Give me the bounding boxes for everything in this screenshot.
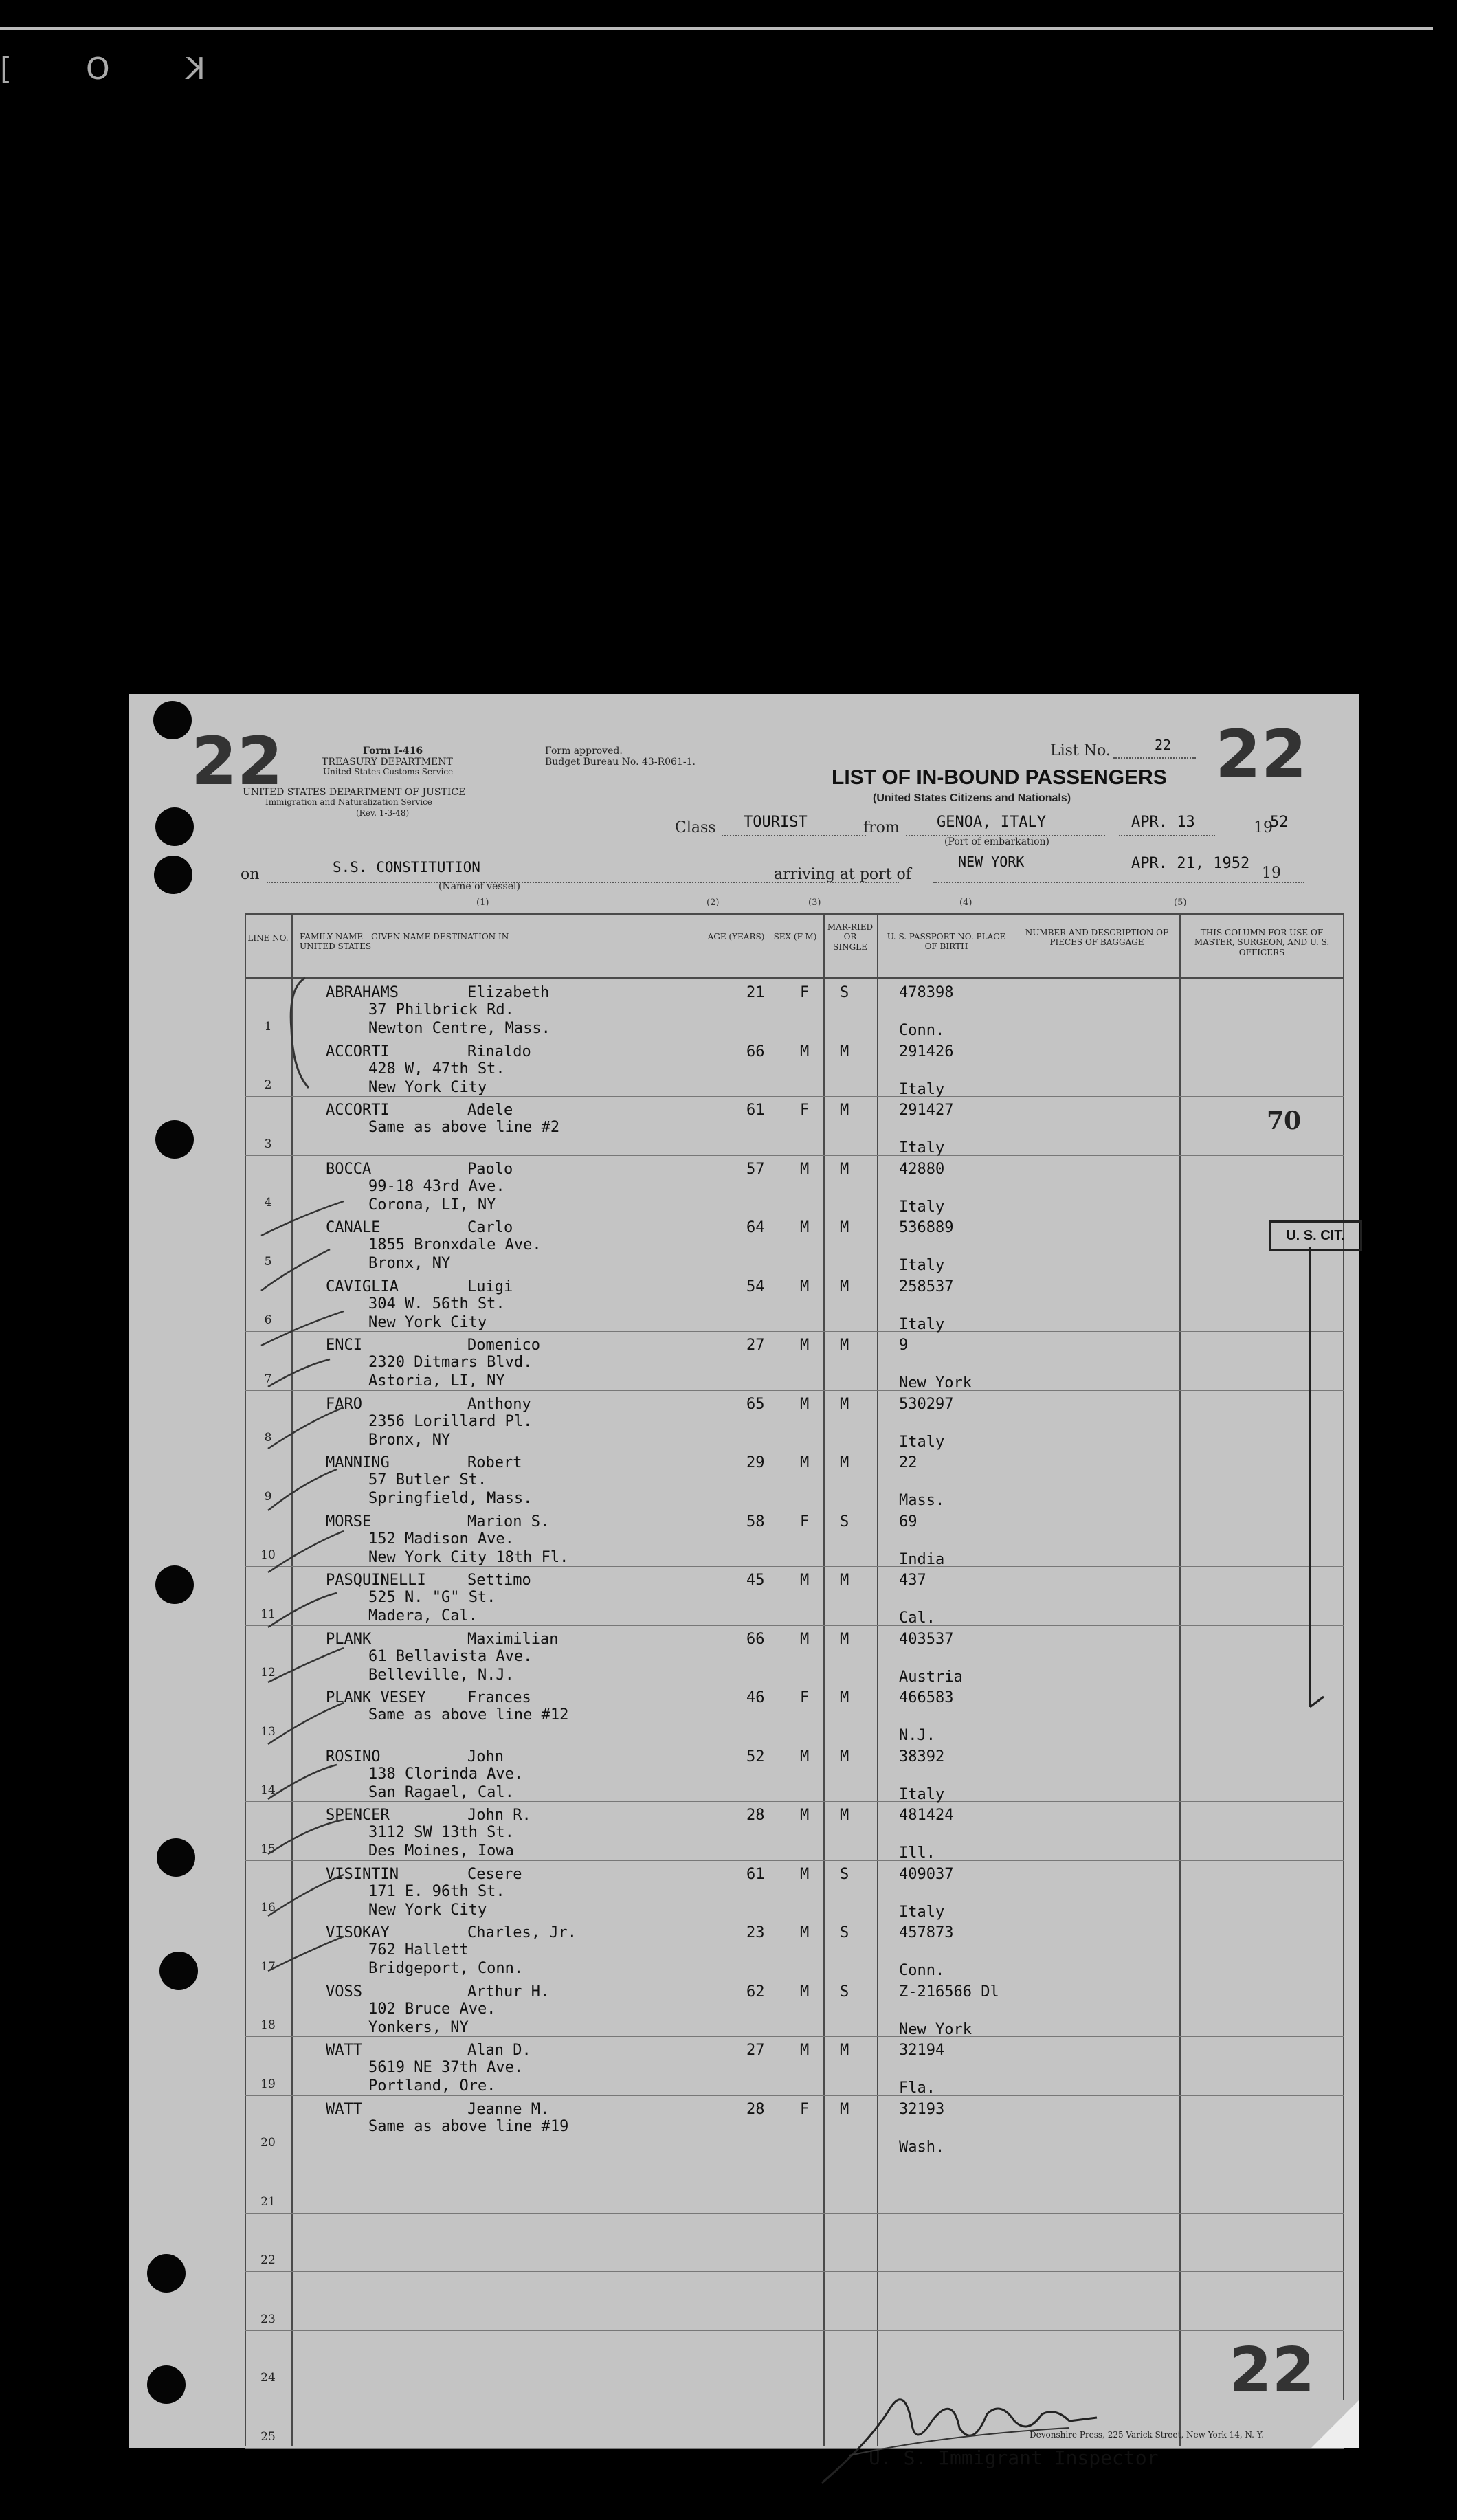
brace-mark bbox=[285, 974, 312, 1091]
passenger-address: 152 Madison Ave. bbox=[368, 1530, 514, 1548]
passenger-age: 58 bbox=[746, 1513, 765, 1530]
passenger-given: Settimo bbox=[467, 1572, 531, 1589]
page-fold bbox=[1311, 2400, 1359, 2448]
passenger-birthplace: Austria bbox=[899, 1668, 963, 1686]
line-number: 22 bbox=[260, 2253, 276, 2267]
passenger-age: 23 bbox=[746, 1924, 765, 1941]
passenger-age: 64 bbox=[746, 1219, 765, 1236]
line-number: 4 bbox=[264, 1196, 272, 1209]
passenger-given: Frances bbox=[467, 1689, 531, 1706]
passenger-age: 61 bbox=[746, 1102, 765, 1119]
arriving-label: arriving at port of bbox=[774, 866, 911, 883]
binder-hole bbox=[159, 1952, 198, 1990]
customs-service: United States Customs Service bbox=[323, 767, 454, 777]
passenger-birthplace: Conn. bbox=[899, 1022, 945, 1039]
passenger-given: Charles, Jr. bbox=[467, 1924, 577, 1941]
col-header-name: FAMILY NAME—GIVEN NAME DESTINATION IN UNITED STATES bbox=[300, 932, 509, 952]
passenger-given: Arthur H. bbox=[467, 1983, 550, 2000]
binder-hole bbox=[155, 807, 194, 846]
passenger-address: 102 Bruce Ave. bbox=[368, 2000, 496, 2018]
passenger-table bbox=[245, 913, 1345, 2469]
passenger-address: 37 Philbrick Rd. bbox=[368, 1001, 514, 1018]
passenger-address: 5619 NE 37th Ave. bbox=[368, 2059, 524, 2076]
form-number: Form I-416 bbox=[363, 746, 423, 757]
arrival-date: APR. 21, 1952 bbox=[1131, 855, 1250, 872]
line-number: 11 bbox=[260, 1607, 276, 1621]
arrival-year-prefix: 19 bbox=[1262, 865, 1281, 882]
passenger-city: Des Moines, Iowa bbox=[368, 1842, 514, 1860]
passenger-address: 2356 Lorillard Pl. bbox=[368, 1412, 533, 1430]
passenger-marital: M bbox=[840, 1689, 849, 1706]
passenger-passport: 403537 bbox=[899, 1630, 954, 1648]
passenger-address: 99-18 43rd Ave. bbox=[368, 1177, 505, 1195]
passenger-given: Robert bbox=[467, 1454, 522, 1471]
passenger-given: Luigi bbox=[467, 1278, 513, 1295]
passenger-family: VOSS bbox=[326, 1983, 362, 2000]
passenger-given: Carlo bbox=[467, 1219, 513, 1236]
passenger-age: 27 bbox=[746, 2042, 765, 2059]
budget-bureau: Budget Bureau No. 43-R061-1. bbox=[545, 757, 696, 768]
passenger-marital: S bbox=[840, 1924, 849, 1941]
passenger-sex: M bbox=[800, 1219, 810, 1236]
line-number: 14 bbox=[260, 1783, 276, 1797]
passenger-age: 46 bbox=[746, 1689, 765, 1706]
passenger-birthplace: Ill. bbox=[899, 1844, 935, 1862]
passenger-marital: M bbox=[840, 1337, 849, 1354]
col-header-married: MAR-RIED OR SINGLE bbox=[827, 922, 874, 952]
passenger-address: 1855 Bronxdale Ave. bbox=[368, 1236, 542, 1253]
corner-number-right: 22 bbox=[1215, 716, 1307, 793]
passenger-sex: M bbox=[800, 1924, 810, 1941]
column-number: (3) bbox=[808, 897, 821, 908]
form-revision: (Rev. 1-3-48) bbox=[356, 808, 410, 818]
passenger-birthplace: Italy bbox=[899, 1433, 945, 1451]
passenger-given: John R. bbox=[467, 1807, 531, 1824]
line-number: 15 bbox=[260, 1842, 276, 1856]
passenger-family: ACCORTI bbox=[326, 1042, 390, 1060]
passenger-family: ROSINO bbox=[326, 1748, 381, 1765]
row-divider bbox=[245, 2271, 1344, 2272]
passenger-passport: 530297 bbox=[899, 1395, 954, 1413]
passenger-age: 52 bbox=[746, 1748, 765, 1765]
passenger-given: Elizabeth bbox=[467, 984, 550, 1001]
arrival-port: NEW YORK bbox=[958, 854, 1025, 870]
passenger-city: San Ragael, Cal. bbox=[368, 1783, 514, 1801]
binder-hole bbox=[154, 856, 192, 894]
passenger-marital: M bbox=[840, 2100, 849, 2118]
passenger-marital: M bbox=[840, 1630, 849, 1648]
passenger-passport: 38392 bbox=[899, 1748, 945, 1765]
passenger-sex: M bbox=[800, 1337, 810, 1354]
passenger-passport: 478398 bbox=[899, 984, 954, 1001]
passenger-sex: M bbox=[800, 1630, 810, 1648]
passenger-passport: 409037 bbox=[899, 1865, 954, 1883]
passenger-marital: M bbox=[840, 1572, 849, 1589]
passenger-birthplace: Italy bbox=[899, 1198, 945, 1216]
list-no-label: List No. bbox=[1050, 742, 1111, 759]
passenger-passport: 466583 bbox=[899, 1689, 954, 1706]
passenger-given: Domenico bbox=[467, 1337, 540, 1354]
passenger-age: 27 bbox=[746, 1337, 765, 1354]
year-prefix: 19 bbox=[1254, 819, 1273, 836]
binder-hole bbox=[147, 2365, 186, 2404]
column-number: (1) bbox=[476, 897, 489, 908]
passenger-birthplace: Cal. bbox=[899, 1609, 935, 1627]
line-number: 23 bbox=[260, 2312, 276, 2326]
passenger-address: 428 W, 47th St. bbox=[368, 1060, 505, 1078]
passenger-city: Newton Centre, Mass. bbox=[368, 1020, 550, 1037]
passenger-passport: 32193 bbox=[899, 2100, 945, 2118]
film-mark-bracket: [ bbox=[0, 52, 12, 87]
passenger-sex: M bbox=[800, 1865, 810, 1883]
list-no-value: 22 bbox=[1155, 737, 1172, 753]
passenger-city: Yonkers, NY bbox=[368, 2018, 469, 2036]
passenger-marital: M bbox=[840, 1160, 849, 1178]
port-embarkation-label: (Port of embarkation) bbox=[944, 836, 1049, 847]
passenger-passport: 291427 bbox=[899, 1102, 954, 1119]
passenger-age: 57 bbox=[746, 1160, 765, 1178]
manifest-title: LIST OF IN-BOUND PASSENGERS bbox=[832, 766, 1167, 789]
passenger-marital: S bbox=[840, 1865, 849, 1883]
passenger-family: WATT bbox=[326, 2100, 362, 2118]
binder-hole bbox=[155, 1565, 194, 1604]
passenger-family: ENCI bbox=[326, 1337, 362, 1354]
year-suffix: 52 bbox=[1270, 814, 1289, 831]
passenger-address: 304 W. 56th St. bbox=[368, 1295, 505, 1313]
passenger-sex: M bbox=[800, 1160, 810, 1178]
line-number: 8 bbox=[264, 1431, 272, 1445]
line-number: 18 bbox=[260, 2018, 276, 2032]
passenger-age: 66 bbox=[746, 1630, 765, 1648]
passenger-family: FARO bbox=[326, 1395, 362, 1413]
passenger-birthplace: Italy bbox=[899, 1785, 945, 1803]
binder-hole bbox=[155, 1120, 194, 1159]
vessel-name: S.S. CONSTITUTION bbox=[333, 859, 480, 876]
passenger-birthplace: Italy bbox=[899, 1139, 945, 1157]
line-number: 20 bbox=[260, 2136, 276, 2150]
passenger-given: Cesere bbox=[467, 1865, 522, 1883]
passenger-sex: F bbox=[800, 1102, 810, 1119]
passenger-family: CANALE bbox=[326, 1219, 381, 1236]
binder-hole bbox=[157, 1838, 195, 1877]
passenger-given: Adele bbox=[467, 1102, 513, 1119]
passenger-age: 54 bbox=[746, 1278, 765, 1295]
passenger-given: Marion S. bbox=[467, 1513, 550, 1530]
passenger-sex: M bbox=[800, 1748, 810, 1765]
passenger-address: 525 N. "G" St. bbox=[368, 1589, 496, 1606]
corner-number-bottom: 22 bbox=[1229, 2334, 1315, 2407]
passenger-sex: M bbox=[800, 1572, 810, 1589]
margin-note: 70 bbox=[1267, 1106, 1302, 1135]
passenger-age: 66 bbox=[746, 1042, 765, 1060]
passenger-age: 29 bbox=[746, 1454, 765, 1471]
passenger-age: 65 bbox=[746, 1395, 765, 1413]
passenger-family: MANNING bbox=[326, 1454, 390, 1471]
passenger-given: Jeanne M. bbox=[467, 2100, 550, 2118]
from-value: GENOA, ITALY bbox=[937, 814, 1046, 831]
line-number: 17 bbox=[260, 1959, 276, 1974]
col-header-age: AGE (YEARS) bbox=[707, 932, 765, 941]
departure-date: APR. 13 bbox=[1131, 814, 1195, 831]
passenger-sex: M bbox=[800, 2042, 810, 2059]
justice-department: UNITED STATES DEPARTMENT OF JUSTICE bbox=[243, 787, 466, 798]
passenger-sex: F bbox=[800, 984, 810, 1001]
passenger-row bbox=[245, 2101, 1344, 2160]
column-number: (2) bbox=[707, 897, 720, 908]
passenger-passport: 69 bbox=[899, 1513, 917, 1530]
line-number: 21 bbox=[260, 2194, 276, 2209]
form-approved: Form approved. bbox=[545, 746, 623, 757]
passenger-sex: F bbox=[800, 2100, 810, 2118]
passenger-city: New York City bbox=[368, 1078, 487, 1096]
passenger-address: 57 Butler St. bbox=[368, 1471, 487, 1488]
passenger-row bbox=[245, 984, 1344, 1043]
passenger-family: ACCORTI bbox=[326, 1102, 390, 1119]
passenger-passport: 32194 bbox=[899, 2042, 945, 2059]
line-number: 6 bbox=[264, 1313, 272, 1327]
passenger-marital: S bbox=[840, 1513, 849, 1530]
officer-bracket-line bbox=[1303, 1247, 1331, 1714]
passenger-family: WATT bbox=[326, 2042, 362, 2059]
passenger-city: Portland, Ore. bbox=[368, 2077, 496, 2095]
passenger-address: Same as above line #19 bbox=[368, 2117, 569, 2135]
line-number: 19 bbox=[260, 2077, 276, 2091]
passenger-city: Belleville, N.J. bbox=[368, 1666, 514, 1684]
passenger-age: 28 bbox=[746, 2100, 765, 2118]
passenger-age: 28 bbox=[746, 1807, 765, 1824]
passenger-passport: 291426 bbox=[899, 1042, 954, 1060]
date-rule bbox=[1119, 835, 1215, 836]
passenger-birthplace: Conn. bbox=[899, 1962, 945, 1979]
from-label: from bbox=[863, 819, 900, 836]
passenger-sex: M bbox=[800, 1454, 810, 1471]
binder-hole bbox=[153, 701, 192, 739]
passenger-marital: M bbox=[840, 1395, 849, 1413]
on-label: on bbox=[241, 866, 260, 883]
line-number: 9 bbox=[264, 1489, 272, 1504]
passenger-sex: M bbox=[800, 1395, 810, 1413]
col-header-baggage: NUMBER AND DESCRIPTION OF PIECES OF BAGGAGE bbox=[1025, 928, 1169, 948]
passenger-birthplace: Italy bbox=[899, 1903, 945, 1921]
passenger-age: 61 bbox=[746, 1865, 765, 1883]
column-number: (4) bbox=[959, 897, 972, 908]
passenger-birthplace: Wash. bbox=[899, 2138, 945, 2156]
passenger-passport: 258537 bbox=[899, 1278, 954, 1295]
passenger-marital: M bbox=[840, 1807, 849, 1824]
row-divider bbox=[245, 2213, 1344, 2214]
vessel-name-label: (Name of vessel) bbox=[438, 881, 520, 892]
passenger-passport: 9 bbox=[899, 1337, 909, 1354]
list-no-rule bbox=[1113, 757, 1196, 759]
passenger-birthplace: Italy bbox=[899, 1315, 945, 1333]
passenger-address: 762 Hallett bbox=[368, 1941, 469, 1959]
treasury-department: TREASURY DEPARTMENT bbox=[322, 757, 453, 768]
passenger-family: VISOKAY bbox=[326, 1924, 390, 1941]
col-header-sex: SEX (F-M) bbox=[773, 932, 817, 941]
passenger-passport: 481424 bbox=[899, 1807, 954, 1824]
corner-number-left: 22 bbox=[191, 723, 283, 800]
passenger-marital: M bbox=[840, 1454, 849, 1471]
passenger-row bbox=[245, 1102, 1344, 1161]
passenger-sex: M bbox=[800, 1278, 810, 1295]
passenger-city: Bronx, NY bbox=[368, 1255, 451, 1272]
manifest-subtitle: (United States Citizens and Nationals) bbox=[873, 792, 1071, 804]
passenger-family: PASQUINELLI bbox=[326, 1572, 426, 1589]
line-number: 12 bbox=[260, 1666, 276, 1680]
passenger-family: PLANK VESEY bbox=[326, 1689, 426, 1706]
film-mark-k: K bbox=[186, 52, 205, 87]
passenger-city: Madera, Cal. bbox=[368, 1607, 478, 1625]
passenger-sex: M bbox=[800, 1983, 810, 2000]
passenger-passport: Z-216566 Dl bbox=[899, 1983, 999, 2000]
passenger-city: New York City 18th Fl. bbox=[368, 1548, 569, 1566]
column-number: (5) bbox=[1174, 897, 1187, 908]
line-number: 24 bbox=[260, 2371, 276, 2385]
class-value: TOURIST bbox=[744, 814, 808, 831]
passenger-passport: 22 bbox=[899, 1454, 917, 1471]
film-mark-o: O bbox=[86, 52, 110, 87]
line-number: 25 bbox=[260, 2429, 276, 2444]
class-label: Class bbox=[675, 819, 716, 836]
passenger-sex: F bbox=[800, 1513, 810, 1530]
passenger-address: Same as above line #12 bbox=[368, 1706, 569, 1724]
passenger-city: Corona, LI, NY bbox=[368, 1196, 496, 1214]
inspector-title: U. S. Immigrant Inspector bbox=[869, 2446, 1159, 2469]
class-rule bbox=[722, 835, 866, 836]
passenger-birthplace: N.J. bbox=[899, 1727, 935, 1744]
line-number: 5 bbox=[264, 1254, 272, 1269]
passenger-sex: M bbox=[800, 1807, 810, 1824]
passenger-city: New York City bbox=[368, 1313, 487, 1331]
passenger-passport: 437 bbox=[899, 1572, 926, 1589]
passenger-passport: 536889 bbox=[899, 1219, 954, 1236]
line-number: 13 bbox=[260, 1724, 276, 1739]
passenger-row bbox=[245, 1043, 1344, 1102]
passenger-marital: S bbox=[840, 1983, 849, 2000]
passenger-marital: M bbox=[840, 2042, 849, 2059]
passenger-passport: 457873 bbox=[899, 1924, 954, 1941]
passenger-given: Rinaldo bbox=[467, 1042, 531, 1060]
passenger-family: MORSE bbox=[326, 1513, 372, 1530]
passenger-birthplace: Italy bbox=[899, 1080, 945, 1098]
passenger-family: PLANK bbox=[326, 1630, 372, 1648]
line-number: 3 bbox=[264, 1137, 272, 1151]
passenger-city: Bridgeport, Conn. bbox=[368, 1960, 524, 1977]
passenger-address: 3112 SW 13th St. bbox=[368, 1824, 514, 1841]
passenger-sex: F bbox=[800, 1689, 810, 1706]
passenger-address: 61 Bellavista Ave. bbox=[368, 1647, 533, 1665]
passenger-marital: M bbox=[840, 1042, 849, 1060]
passenger-birthplace: New York bbox=[899, 1374, 972, 1392]
passenger-sex: M bbox=[800, 1042, 810, 1060]
binder-hole bbox=[147, 2254, 186, 2293]
us-citizen-stamp: U. S. CIT. bbox=[1269, 1220, 1362, 1251]
passenger-address: Same as above line #2 bbox=[368, 1119, 560, 1136]
passenger-birthplace: Mass. bbox=[899, 1492, 945, 1509]
col-header-officers: THIS COLUMN FOR USE OF MASTER, SURGEON, AND U. S. OFFICERS bbox=[1194, 928, 1330, 957]
passenger-given: John bbox=[467, 1748, 504, 1765]
line-number: 10 bbox=[260, 1548, 276, 1562]
passenger-family: SPENCER bbox=[326, 1807, 390, 1824]
line-number: 1 bbox=[264, 1019, 272, 1034]
passenger-family: CAVIGLIA bbox=[326, 1278, 399, 1295]
passenger-age: 21 bbox=[746, 984, 765, 1001]
passenger-given: Anthony bbox=[467, 1395, 531, 1413]
line-number: 2 bbox=[264, 1078, 272, 1092]
passenger-marital: M bbox=[840, 1278, 849, 1295]
passenger-city: New York City bbox=[368, 1901, 487, 1919]
passenger-family: ABRAHAMS bbox=[326, 984, 399, 1001]
col-header-line-no: LINE NO. bbox=[247, 933, 289, 943]
immigration-service: Immigration and Naturalization Service bbox=[265, 797, 432, 807]
passenger-marital: M bbox=[840, 1748, 849, 1765]
col-header-passport: U. S. PASSPORT NO. PLACE OF BIRTH bbox=[887, 932, 1006, 952]
check-marks bbox=[247, 1187, 522, 2081]
passenger-marital: S bbox=[840, 984, 849, 1001]
passenger-given: Paolo bbox=[467, 1160, 513, 1178]
passenger-birthplace: Fla. bbox=[899, 2079, 935, 2097]
passenger-city: Springfield, Mass. bbox=[368, 1490, 533, 1507]
passenger-address: 2320 Ditmars Blvd. bbox=[368, 1354, 533, 1371]
passenger-given: Maximilian bbox=[467, 1630, 559, 1648]
line-number: 16 bbox=[260, 1901, 276, 1915]
arrival-rule bbox=[933, 882, 1304, 883]
passenger-birthplace: India bbox=[899, 1550, 945, 1568]
passenger-passport: 42880 bbox=[899, 1160, 945, 1178]
passenger-birthplace: Italy bbox=[899, 1257, 945, 1274]
passenger-birthplace: New York bbox=[899, 2020, 972, 2038]
passenger-marital: M bbox=[840, 1102, 849, 1119]
passenger-age: 45 bbox=[746, 1572, 765, 1589]
passenger-city: Bronx, NY bbox=[368, 1431, 451, 1449]
passenger-family: BOCCA bbox=[326, 1160, 372, 1178]
passenger-marital: M bbox=[840, 1219, 849, 1236]
line-number: 7 bbox=[264, 1372, 272, 1386]
film-edge-line bbox=[0, 27, 1433, 30]
row-divider bbox=[245, 2330, 1344, 2331]
passenger-manifest-page bbox=[129, 694, 1359, 2469]
passenger-city: Astoria, LI, NY bbox=[368, 1372, 505, 1390]
passenger-address: 171 E. 96th St. bbox=[368, 1882, 505, 1900]
passenger-address: 138 Clorinda Ave. bbox=[368, 1765, 524, 1783]
passenger-age: 62 bbox=[746, 1983, 765, 2000]
passenger-family: VISINTIN bbox=[326, 1865, 399, 1883]
printer-footer: Devonshire Press, 225 Varick Street, New York 14, N. Y. bbox=[1030, 2430, 1265, 2440]
row-divider bbox=[245, 2448, 1344, 2449]
passenger-given: Alan D. bbox=[467, 2042, 531, 2059]
